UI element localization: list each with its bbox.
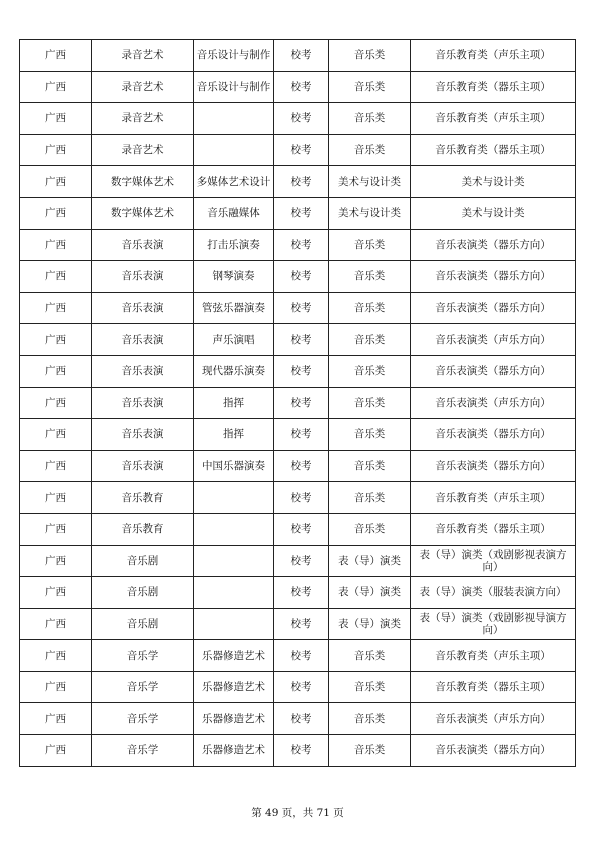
- exam-type-cell: 校考: [274, 450, 329, 482]
- direction-cell: [194, 577, 274, 609]
- exam-type-cell: 校考: [274, 103, 329, 135]
- subcategory-cell: 音乐表演类（声乐方向）: [411, 324, 576, 356]
- table-row: [20, 608, 576, 640]
- major-cell: 音乐表演: [92, 292, 194, 324]
- province-cell: 广西: [20, 324, 92, 356]
- major-cell: 录音艺术: [92, 103, 194, 135]
- category-cell: 音乐类: [329, 419, 411, 451]
- exam-type-cell: 校考: [274, 166, 329, 198]
- category-cell: 音乐类: [329, 387, 411, 419]
- category-cell: 音乐类: [329, 71, 411, 103]
- table-row: [20, 513, 576, 545]
- province-cell: 广西: [20, 608, 92, 640]
- subcategory-cell: 音乐表演类（器乐方向）: [411, 735, 576, 767]
- category-cell: 音乐类: [329, 703, 411, 735]
- province-cell: 广西: [20, 671, 92, 703]
- category-cell: 音乐类: [329, 355, 411, 387]
- direction-cell: 指挥: [194, 387, 274, 419]
- major-cell: 音乐表演: [92, 229, 194, 261]
- table-row: [20, 71, 576, 103]
- subcategory-cell: 音乐表演类（声乐方向）: [411, 703, 576, 735]
- major-cell: 音乐表演: [92, 355, 194, 387]
- direction-cell: 声乐演唱: [194, 324, 274, 356]
- province-cell: 广西: [20, 103, 92, 135]
- exam-type-cell: 校考: [274, 134, 329, 166]
- exam-type-cell: 校考: [274, 640, 329, 672]
- province-cell: 广西: [20, 40, 92, 72]
- category-cell: 音乐类: [329, 134, 411, 166]
- table-row: [20, 166, 576, 198]
- direction-cell: 打击乐演奏: [194, 229, 274, 261]
- category-cell: 音乐类: [329, 735, 411, 767]
- table-row: [20, 450, 576, 482]
- table-row: [20, 355, 576, 387]
- major-cell: 录音艺术: [92, 134, 194, 166]
- category-cell: 音乐类: [329, 482, 411, 514]
- exam-type-cell: 校考: [274, 671, 329, 703]
- exam-type-cell: 校考: [274, 387, 329, 419]
- province-cell: 广西: [20, 71, 92, 103]
- table-row: [20, 735, 576, 767]
- exam-type-cell: 校考: [274, 419, 329, 451]
- direction-cell: 音乐设计与制作: [194, 71, 274, 103]
- subcategory-cell: 音乐表演类（器乐方向）: [411, 261, 576, 293]
- major-cell: 音乐表演: [92, 387, 194, 419]
- subcategory-cell: 音乐教育类（器乐主项）: [411, 134, 576, 166]
- province-cell: 广西: [20, 513, 92, 545]
- province-cell: 广西: [20, 387, 92, 419]
- direction-cell: 音乐融媒体: [194, 197, 274, 229]
- major-cell: 音乐剧: [92, 608, 194, 640]
- province-cell: 广西: [20, 197, 92, 229]
- major-cell: 音乐学: [92, 735, 194, 767]
- exam-type-cell: 校考: [274, 229, 329, 261]
- province-cell: 广西: [20, 703, 92, 735]
- direction-cell: 中国乐器演奏: [194, 450, 274, 482]
- exam-type-cell: 校考: [274, 608, 329, 640]
- category-cell: 音乐类: [329, 292, 411, 324]
- province-cell: 广西: [20, 419, 92, 451]
- category-cell: 表（导）演类: [329, 577, 411, 609]
- exam-type-cell: 校考: [274, 545, 329, 577]
- direction-cell: [194, 103, 274, 135]
- table-row: [20, 482, 576, 514]
- category-cell: 音乐类: [329, 324, 411, 356]
- table-row: [20, 324, 576, 356]
- major-cell: 音乐学: [92, 671, 194, 703]
- major-cell: 录音艺术: [92, 71, 194, 103]
- direction-cell: 钢琴演奏: [194, 261, 274, 293]
- province-cell: 广西: [20, 134, 92, 166]
- province-cell: 广西: [20, 229, 92, 261]
- province-cell: 广西: [20, 261, 92, 293]
- table-row: [20, 387, 576, 419]
- subcategory-cell: 音乐表演类（器乐方向）: [411, 419, 576, 451]
- table-row: [20, 292, 576, 324]
- direction-cell: [194, 134, 274, 166]
- subcategory-cell: 音乐表演类（声乐方向）: [411, 387, 576, 419]
- province-cell: 广西: [20, 640, 92, 672]
- direction-cell: 乐器修造艺术: [194, 703, 274, 735]
- major-cell: 音乐剧: [92, 577, 194, 609]
- subcategory-cell: 音乐教育类（器乐主项）: [411, 671, 576, 703]
- category-cell: 音乐类: [329, 513, 411, 545]
- table-row: [20, 134, 576, 166]
- table-row: [20, 577, 576, 609]
- subcategory-cell: 音乐表演类（器乐方向）: [411, 229, 576, 261]
- major-cell: 音乐表演: [92, 324, 194, 356]
- exam-type-cell: 校考: [274, 703, 329, 735]
- category-cell: 音乐类: [329, 671, 411, 703]
- direction-cell: 乐器修造艺术: [194, 671, 274, 703]
- subcategory-cell: 美术与设计类: [411, 166, 576, 198]
- exam-type-cell: 校考: [274, 261, 329, 293]
- exam-type-cell: 校考: [274, 513, 329, 545]
- admissions-table: [19, 39, 576, 767]
- major-cell: 数字媒体艺术: [92, 197, 194, 229]
- subcategory-cell: 表（导）演类（服装表演方向）: [411, 577, 576, 609]
- table-row: [20, 703, 576, 735]
- subcategory-cell: 音乐教育类（声乐主项）: [411, 103, 576, 135]
- subcategory-cell: 音乐表演类（器乐方向）: [411, 355, 576, 387]
- province-cell: 广西: [20, 292, 92, 324]
- table-row: [20, 103, 576, 135]
- category-cell: 美术与设计类: [329, 197, 411, 229]
- province-cell: 广西: [20, 355, 92, 387]
- exam-type-cell: 校考: [274, 735, 329, 767]
- direction-cell: 现代器乐演奏: [194, 355, 274, 387]
- direction-cell: [194, 608, 274, 640]
- subcategory-cell: 音乐表演类（器乐方向）: [411, 450, 576, 482]
- subcategory-cell: 表（导）演类（戏剧影视导演方向）: [411, 608, 576, 640]
- page-footer: 第 49 页，共 71 页: [251, 807, 344, 819]
- province-cell: 广西: [20, 482, 92, 514]
- subcategory-cell: 美术与设计类: [411, 197, 576, 229]
- table-row: [20, 261, 576, 293]
- major-cell: 录音艺术: [92, 40, 194, 72]
- category-cell: 音乐类: [329, 40, 411, 72]
- subcategory-cell: 音乐教育类（器乐主项）: [411, 71, 576, 103]
- exam-type-cell: 校考: [274, 292, 329, 324]
- subcategory-cell: 音乐教育类（声乐主项）: [411, 482, 576, 514]
- exam-type-cell: 校考: [274, 577, 329, 609]
- province-cell: 广西: [20, 166, 92, 198]
- major-cell: 音乐表演: [92, 450, 194, 482]
- category-cell: 音乐类: [329, 450, 411, 482]
- exam-type-cell: 校考: [274, 197, 329, 229]
- direction-cell: [194, 545, 274, 577]
- category-cell: 表（导）演类: [329, 608, 411, 640]
- direction-cell: 乐器修造艺术: [194, 640, 274, 672]
- category-cell: 表（导）演类: [329, 545, 411, 577]
- exam-type-cell: 校考: [274, 40, 329, 72]
- table-row: [20, 419, 576, 451]
- table-body: [20, 40, 576, 767]
- direction-cell: [194, 513, 274, 545]
- direction-cell: 乐器修造艺术: [194, 735, 274, 767]
- category-cell: 音乐类: [329, 229, 411, 261]
- direction-cell: 管弦乐器演奏: [194, 292, 274, 324]
- exam-type-cell: 校考: [274, 71, 329, 103]
- category-cell: 音乐类: [329, 640, 411, 672]
- province-cell: 广西: [20, 545, 92, 577]
- direction-cell: 指挥: [194, 419, 274, 451]
- table-row: [20, 40, 576, 72]
- subcategory-cell: 音乐教育类（声乐主项）: [411, 640, 576, 672]
- subcategory-cell: 音乐教育类（声乐主项）: [411, 40, 576, 72]
- subcategory-cell: 音乐表演类（器乐方向）: [411, 292, 576, 324]
- table-row: [20, 671, 576, 703]
- major-cell: 音乐学: [92, 640, 194, 672]
- direction-cell: 音乐设计与制作: [194, 40, 274, 72]
- major-cell: 音乐教育: [92, 513, 194, 545]
- direction-cell: 多媒体艺术设计: [194, 166, 274, 198]
- exam-type-cell: 校考: [274, 482, 329, 514]
- major-cell: 音乐教育: [92, 482, 194, 514]
- table-row: [20, 229, 576, 261]
- major-cell: 音乐剧: [92, 545, 194, 577]
- exam-type-cell: 校考: [274, 324, 329, 356]
- category-cell: 音乐类: [329, 261, 411, 293]
- subcategory-cell: 表（导）演类（戏剧影视表演方向）: [411, 545, 576, 577]
- province-cell: 广西: [20, 577, 92, 609]
- table-row: [20, 545, 576, 577]
- subcategory-cell: 音乐教育类（器乐主项）: [411, 513, 576, 545]
- major-cell: 音乐学: [92, 703, 194, 735]
- category-cell: 音乐类: [329, 103, 411, 135]
- exam-type-cell: 校考: [274, 355, 329, 387]
- province-cell: 广西: [20, 735, 92, 767]
- table-row: [20, 640, 576, 672]
- major-cell: 音乐表演: [92, 261, 194, 293]
- province-cell: 广西: [20, 450, 92, 482]
- table-row: [20, 197, 576, 229]
- category-cell: 美术与设计类: [329, 166, 411, 198]
- major-cell: 数字媒体艺术: [92, 166, 194, 198]
- major-cell: 音乐表演: [92, 419, 194, 451]
- direction-cell: [194, 482, 274, 514]
